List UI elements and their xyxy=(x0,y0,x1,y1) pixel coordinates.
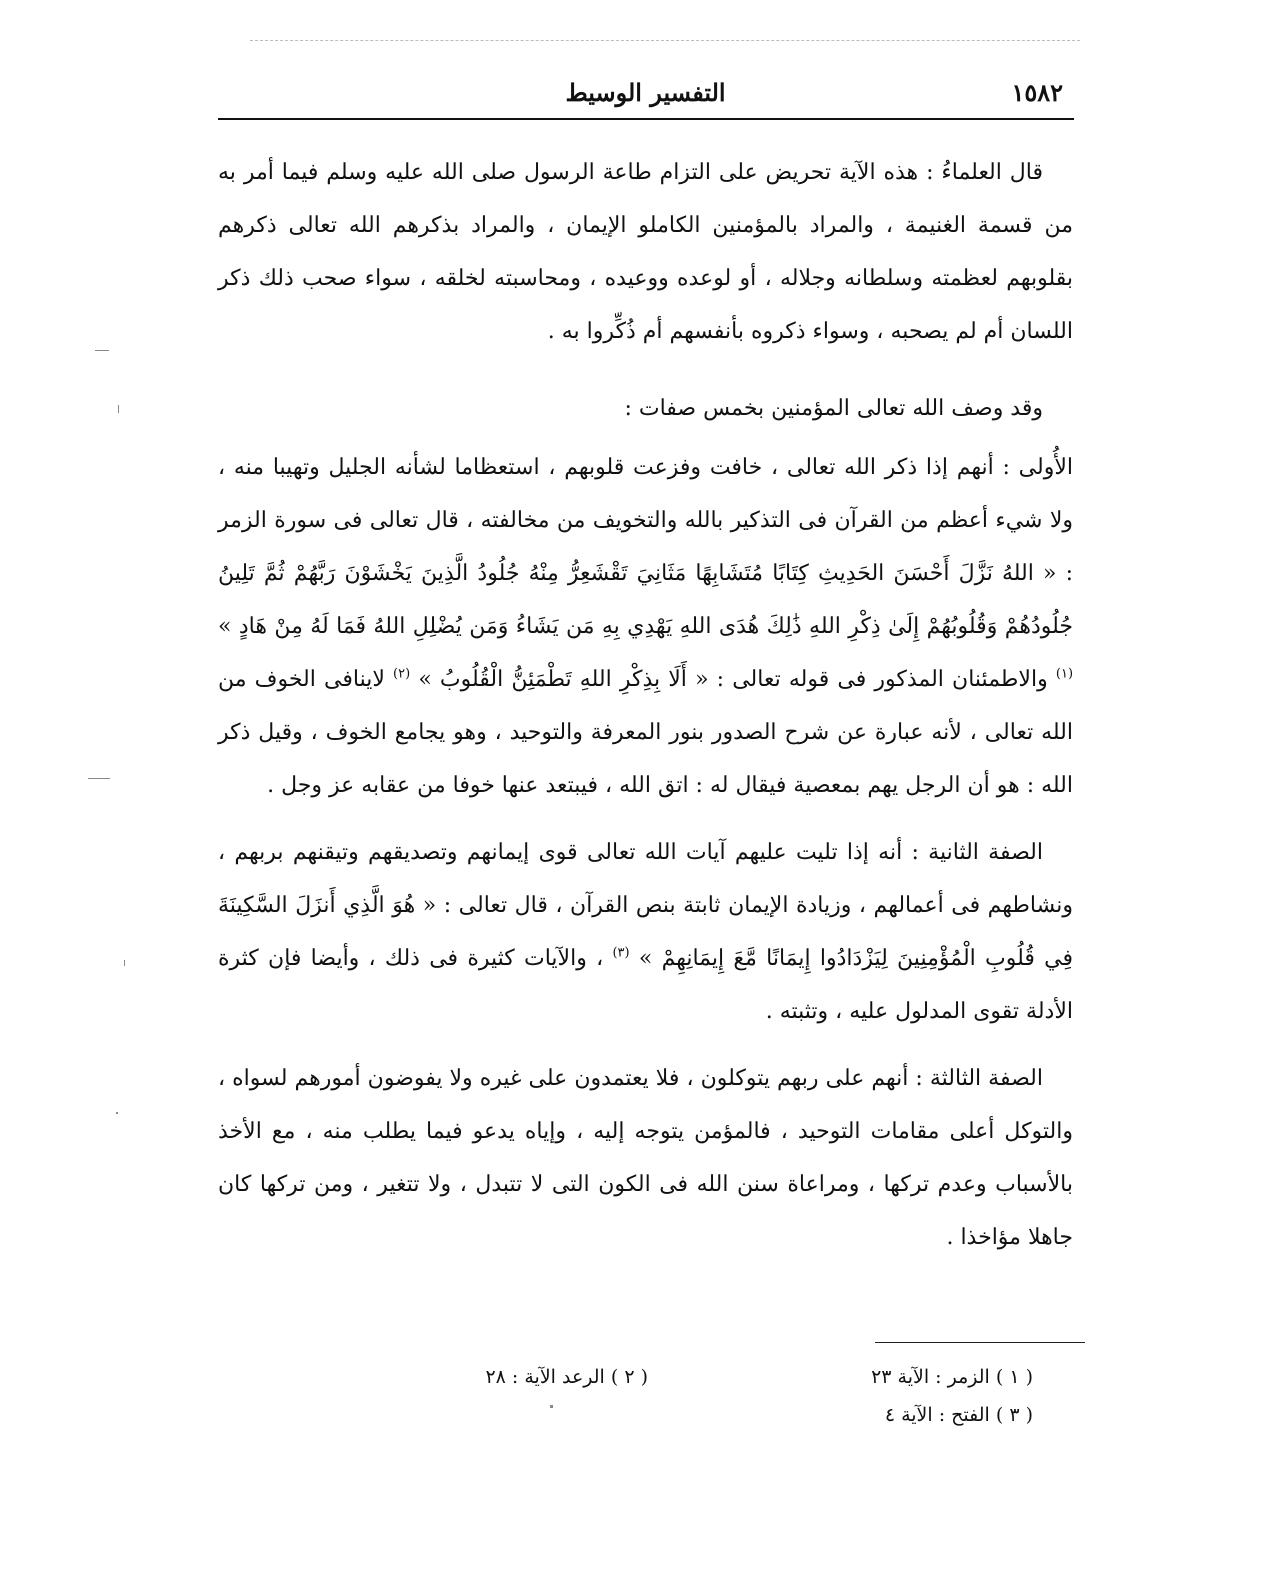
page-body xyxy=(218,146,1073,1264)
scan-speck xyxy=(550,1405,553,1408)
scan-speck xyxy=(95,350,109,351)
footnote-1: ( ١ ) الزمر : الآية ٢٣ xyxy=(871,1366,1033,1388)
scan-artifact-line xyxy=(250,40,1080,41)
paragraph-text: قال العلماءُ : هذه الآية تحريض على التزام طاعة الرسول صلى الله عليه وسلم فيما أمر به من قسمة الغنيمة ، والمراد بالمؤمنين الكاملو الإيمان ، والمراد بذكرهم الله تعالى ذكرهم بقلوبهم لعظمته وسلطانه وجلاله ، أو لوعده ووعيده ، ومحاسبته لخلقه ، سواء صحب ذلك ذكر اللسان أم لم يصحبه ، وسواء ذكروه بأنفسهم أم ذُكِّروا به . xyxy=(218,160,1073,344)
scan-speck xyxy=(124,960,125,966)
paragraph-five-traits-intro xyxy=(218,382,1073,435)
header-rule xyxy=(218,118,1074,120)
scan-speck xyxy=(116,1112,118,1114)
footnote-2: ( ٢ ) الرعد الآية : ٢٨ xyxy=(485,1366,648,1388)
paragraph-text: وقد وصف الله تعالى المؤمنين بخمس صفات : xyxy=(624,396,1043,421)
footnote-ref-2: (٢) xyxy=(393,666,411,682)
paragraph-text: الصفة الثانية : أنه إذا تليت عليهم آيات الله تعالى قوى إيمانهم وتصديقهم وتيقنهم بربهم ، ونشاطهم فى أعمالهم ، وزيادة الإيمان ثابتة بنص القرآن ، قال تعالى : « هُوَ الَّذِي أَنزَلَ السَّكِينَةَ فِي قُلُوبِ الْمُؤْمِنِينَ لِيَزْدَادُوا إِيمَانًا مَّعَ إِيمَانِهِمْ » xyxy=(218,840,1074,971)
paragraph-text: الأُولى : أنهم إذا ذكر الله تعالى ، خافت وفزعت قلوبهم ، استعظاما لشأنه الجليل وتهيبا منه ، ولا شيء أعظم من القرآن فى التذكير بالله والتخويف من مخالفته ، قال تعالى فى سورة الزمر : « اللهُ نَزَّلَ أَحْسَنَ الحَدِيثِ كِتَابًا مُتَشَابِهًا مَثَانِيَ تَقْشَعِرُّ مِنْهُ جُلُودُ الَّذِينَ يَخْشَوْنَ رَبَّهُمْ ثُمَّ تَلِينُ جُلُودُهُمْ وَقُلُوبُهُمْ إِلَىٰ ذِكْرِ اللهِ ذَٰلِكَ هُدَى اللهِ يَهْدِي بِهِ مَن يَشَاءُ وَمَن يُضْلِلِ اللهُ فَمَا لَهُ مِنْ هَادٍ » xyxy=(218,455,1073,639)
footnote-ref-1: (١) xyxy=(1055,666,1074,682)
page-number: ١٥٨٢ xyxy=(1011,78,1063,107)
paragraph-first-trait xyxy=(218,441,1073,812)
footnotes xyxy=(218,1360,1073,1440)
page-header xyxy=(218,78,1073,112)
running-title: التفسير الوسيط xyxy=(565,78,726,107)
scan-speck xyxy=(118,405,119,413)
paragraph-second-trait xyxy=(218,826,1073,1038)
paragraph-text: لاينافى الخوف من الله تعالى ، لأنه عبارة عن شرح الصدور بنور المعرفة والتوحيد ، وهو يجامع الخوف ، وقيل ذكر الله : هو أن الرجل يهم بمعصية فيقال له : اتق الله ، فيبتعد عنها خوفا من عقابه عز وجل . xyxy=(218,667,1073,798)
scan-speck xyxy=(88,778,110,779)
footnote-3: ( ٣ ) الفتح : الآية ٤ xyxy=(884,1404,1033,1426)
paragraph-text: والاطمئنان المذكور فى قوله تعالى : « أَلَا بِذِكْرِ اللهِ تَطْمَئِنُّ الْقُلُوبُ » xyxy=(418,667,1048,692)
paragraph-text: ، والآيات كثيرة فى ذلك ، وأيضا فإن كثرة الأدلة تقوى المدلول عليه ، وتثبته . xyxy=(218,946,1073,1024)
paragraph-third-trait xyxy=(218,1052,1073,1264)
footnote-ref-3: (٣) xyxy=(612,945,630,961)
paragraph-text: الصفة الثالثة : أنهم على ربهم يتوكلون ، فلا يعتمدون على غيره ولا يفوضون أمورهم لسواه ، والتوكل أعلى مقامات التوحيد ، فالمؤمن يتوجه إليه ، وإياه يدعو فيما يطلب منه ، مع الأخذ بالأسباب وعدم تركها ، ومراعاة سنن الله فى الكون التى لا تتبدل ، ولا تتغير ، ومن تركها كان جاهلا مؤاخذا . xyxy=(218,1066,1073,1250)
paragraph-scholars xyxy=(218,146,1073,358)
footnote-rule xyxy=(875,1342,1085,1343)
